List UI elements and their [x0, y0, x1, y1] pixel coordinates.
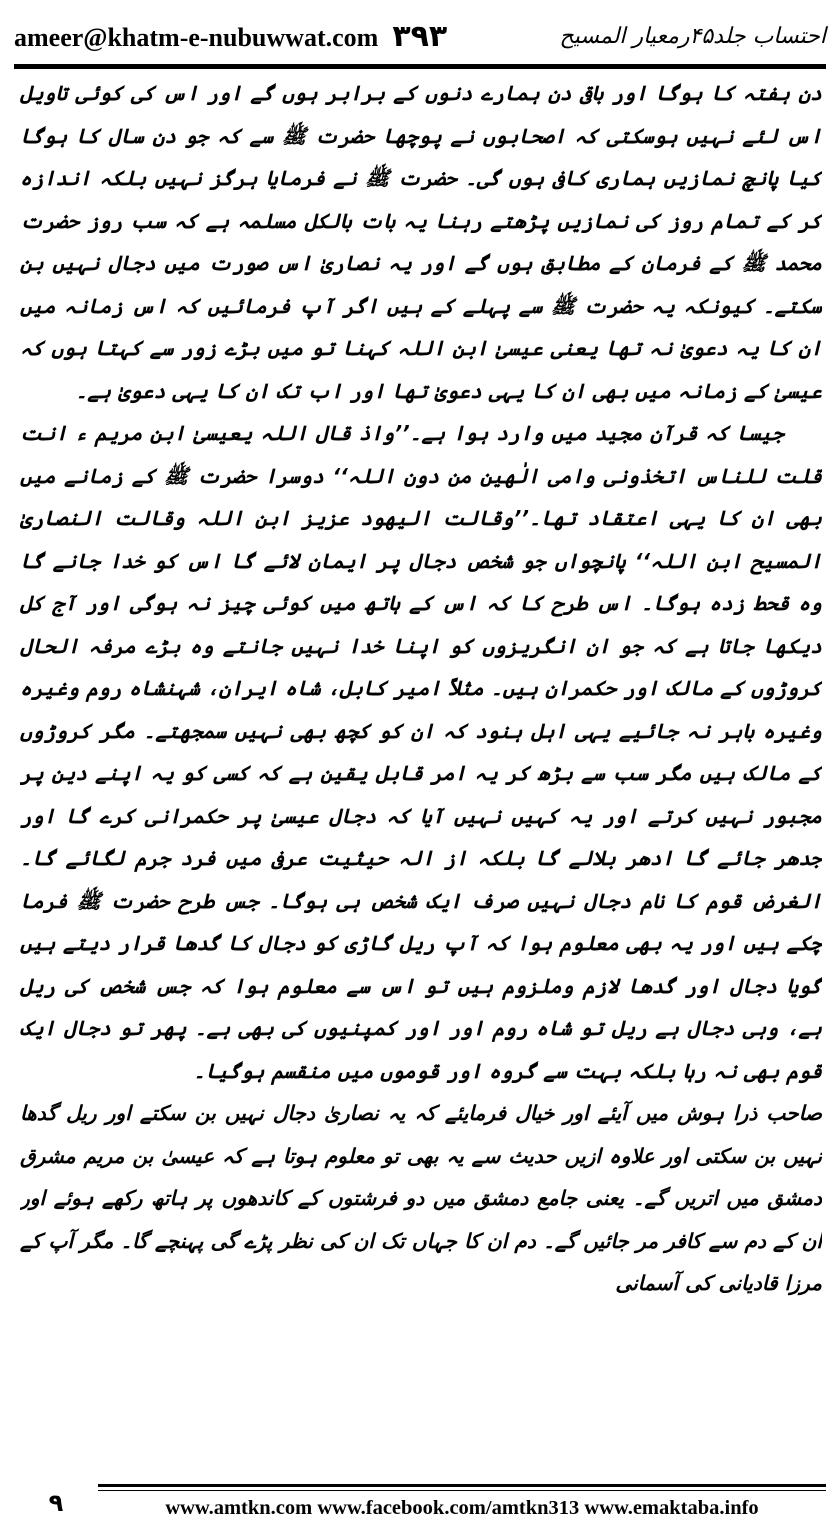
page-footer: [14, 1482, 826, 1524]
footer-links-area: [98, 1482, 826, 1524]
paragraph-2: جیسا کہ قرآن مجید میں وارد ہوا ہے۔’’واذ قال اللہ یعیسیٰ ابن مریم ء انت قلت للناس اتخذونی وامی الٰھین من دون اللہ‘‘ دوسرا حضرت ﷺ کے زمانے میں بھی ان کا یہی اعتقاد تھا۔’’وقالت الیھود عزیز ابن اللہ وقالت النصاریٰ المسیح ابن اللہ‘‘ پانچواں جو شخص دجال پر ایمان لائے گا اس کو خدا جانے گا وہ قحط زدہ ہوگا۔ اس طرح کا کہ اس کے ہاتھ میں کوئی چیز نہ ہوگی اور آج کل دیکھا جاتا ہے کہ جو ان انگریزوں کو اپنا خدا نہیں جانتے وہ بڑے مرفہ الحال کروڑوں کے مالک اور حکمران ہیں۔ مثلاً امیر کابل، شاہ ایران، شہنشاہ روم وغیرہ وغیرہ باہر نہ جائیے یہی اہل ہنود کہ ان کو کچھ بھی نہیں سمجھتے۔ مگر کروڑوں کے مالک ہیں مگر سب سے بڑھ کر یہ امر قابل یقین ہے کہ کسی کو یہ اپنے دین پر مجبور نہیں کرتے اور یہ کہیں نہیں آیا کہ دجال عیسیٰ پر حکمرانی کرے گا اور جدھر جائے گا ادھر بلالے گا بلکہ از الہ حیثیت عرفی میں فرد جرم لگائے گا۔ الغرض قوم کا نام دجال نہیں صرف ایک شخص ہی ہوگا۔ جس طرح حضرت ﷺ فرما چکے ہیں اور یہ بھی معلوم ہوا کہ آپ ریل گاڑی کو دجال کا گدھا قرار دیتے ہیں گویا دجال اور گدھا لازم وملزوم ہیں تو اس سے معلوم ہوا کہ جس شخص کی ریل ہے، وہی دجال ہے ریل تو شاہ روم اور اور کمپنیوں کی بھی ہے۔ پھر تو دجال ایک قوم بھی نہ رہا بلکہ بہت سے گروہ اور قوموں میں منقسم ہوگیا۔: [20, 421, 822, 1083]
paragraph-3: صاحب ذرا ہوش میں آیئے اور خیال فرمایئے کہ یہ نصاریٰ دجال نہیں بن سکتے اور ریل گدھا نہیں بن سکتی اور علاوہ ازیں حدیث سے یہ بھی تو معلوم ہوتا ہے کہ عیسیٰ بن مریم مشرق دمشق میں اتریں گے۔ یعنی جامع دمشق میں دو فرشتوں کے کاندھوں پر ہاتھ رکھے ہوئے اور ان کے دم سے کافر مر جائیں گے۔ دم ان کا جہاں تک ان کی نظر پڑے گی پہنچے گا۔ مگر آپ کے مرزا قادیانی کی آسمانی: [20, 1101, 822, 1295]
header-page-number: ۳۹۳: [392, 18, 448, 54]
footer-links[interactable]: www.amtkn.com www.facebook.com/amtkn313 www.emaktaba.info: [165, 1497, 759, 1519]
header-left: [14, 19, 447, 54]
footer-rule: [98, 1484, 826, 1487]
footer-page-index: ۹: [14, 1482, 98, 1524]
page-header: [14, 16, 826, 56]
body-text: [20, 72, 822, 1476]
paragraph-1: دن ہفتہ کا ہوگا اور باقی دن ہمارے دنوں کے برابر ہوں گے اور اس کی کوئی تاویل اس لئے نہیں ہوسکتی کہ اصحابوں نے پوچھا حضرت ﷺ سے کہ جو دن سال کا ہوگا کیا پانچ نمازیں ہماری کافی ہوں گی۔ حضرت ﷺ نے فرمایا ہرگز نہیں بلکہ اندازہ کر کے تمام روز کی نمازیں پڑھتے رہنا یہ بات بالکل مسلمہ ہے کہ سب روز حضرت محمد ﷺ کے فرمان کے مطابق ہوں گے اور یہ نصاریٰ اس صورت میں دجال نہیں بن سکتے۔ کیونکہ یہ حضرت ﷺ سے پہلے کے ہیں اگر آپ فرمائیں کہ اس زمانہ میں ان کا یہ دعویٰ نہ تھا یعنی عیسیٰ ابن اللہ کہنا تو میں بڑے زور سے کہتا ہوں کہ عیسیٰ کے زمانہ میں بھی ان کا یہی دعویٰ تھا اور اب تک ان کا یہی دعویٰ ہے۔: [20, 81, 822, 403]
header-book-title: احتساب جلد۴۵رمعیار المسیح: [559, 23, 826, 49]
footer-rule-thin: [98, 1490, 826, 1491]
header-rule: [14, 64, 826, 69]
header-email: ameer@khatm-e-nubuwwat.com: [14, 22, 379, 52]
